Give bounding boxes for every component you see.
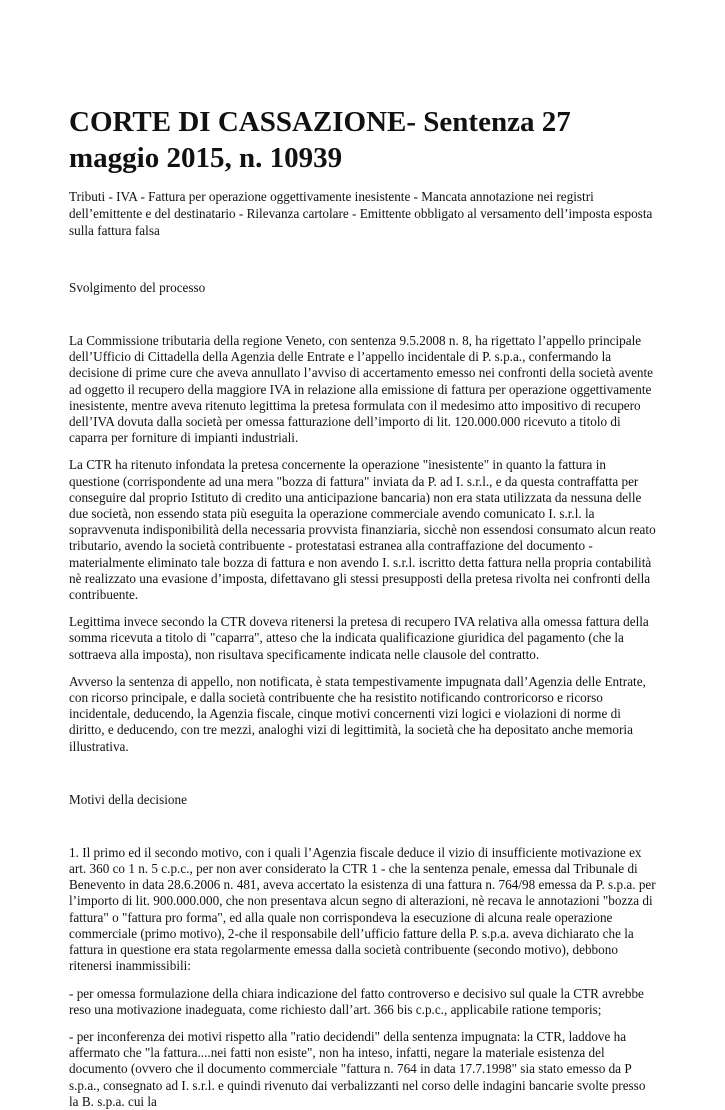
document-title: CORTE DI CASSAZIONE- Sentenza 27 maggio 2015, n. 10939 [69, 106, 571, 174]
paragraph: - per inconferenza dei motivi rispetto alla "ratio decidendi" della sentenza impugnata: la CTR, laddove ha affermato che "la fattura....nei fatti non esiste", non ha inteso, infatti, negare la materiale esistenza del documento (ovvero che il documento commerciale "fattura n. 764 in data 17.7.1998" sia stato emesso da P s.p.a., consegnato ad I. s.r.l. e quindi rivenuto dai verbalizzanti nel corso delle indagini bancarie svolte presso la B. s.p.a. cui la [69, 1028, 646, 1109]
paragraph: - per omessa formulazione della chiara indicazione del fatto controverso e decisivo sul quale la CTR avrebbe reso una motivazione inadeguata, come richiesto dall’art. 366 bis c.p.c., applicabile ratione temporis; [69, 985, 644, 1017]
section-heading-svolgimento: Svolgimento del processo [69, 280, 206, 295]
document-subtitle: Tributi - IVA - Fattura per operazione oggettivamente inesistente - Mancata annotazione nei registri dell’emittente e del destinatario - Rilevanza cartolare - Emittente obbligato al versamento dell’imposta esposta sulla fattura falsa [69, 189, 653, 238]
section-heading-motivi: Motivi della decisione [69, 791, 187, 807]
document-page [69, 104, 657, 1110]
paragraph: Avverso la sentenza di appello, non notificata, è stata tempestivamente impugnata dall’Agenzia delle Entrate, con ricorso principale, e dalla società contribuente che ha resistito notificando controricorso e ricorso incidentale, deducendo, la Agenzia fiscale, cinque motivi concernenti vizi logici e violazioni di norme di diritto, e deducendo, con tre mezzi, analoghi vizi di legittimità, la società che ha depositato anche memoria illustrativa. [69, 673, 646, 754]
paragraph: Legittima invece secondo la CTR doveva ritenersi la pretesa di recupero IVA relativa alla omessa fattura della somma ricevuta a titolo di "caparra", atteso che la indicata qualificazione giuridica del pagamento (che la sottraeva alla imposta), non risultava specificamente indicata nelle clausole del contratto. [69, 614, 649, 662]
paragraph: 1. Il primo ed il secondo motivo, con i quali l’Agenzia fiscale deduce il vizio di insufficiente motivazione ex art. 360 co 1 n. 5 c.p.c., per non aver considerato la CTR 1 - che la sentenza penale, emessa dal Tribunale di Benevento in data 28.6.2006 n. 481, aveva accertato la esistenza di una fattura n. 764/98 emessa da P. s.p.a. per l’importo di lit. 900.000.000, che non presentava alcun segno di alterazioni, nè recava le annotazioni "bozza di fattura" o "fattura pro forma", ed alla quale non corrispondeva la esecuzione di alcuna reale operazione commerciale (primo motivo), 2-che il responsabile dell’ufficio fatture della P. s.p.a. aveva dichiarato che la fattura in questione era stata regolarmente emessa dalla società contribuente (secondo motivo), debbono ritenersi inammissibili: [69, 844, 656, 974]
paragraph: La Commissione tributaria della regione Veneto, con sentenza 9.5.2008 n. 8, ha rigettato l’appello principale dell’Ufficio di Cittadella della Agenzia delle Entrate e l’appello incidentale di P. s.p.a., confermando la decisione di prime cure che aveva annullato l’avviso di accertamento emesso nei confronti della società avente ad oggetto il recupero della maggiore IVA in relazione alla emissione di fattura per operazione oggettivamente inesistente, mentre aveva ritenuto legittima la pretesa formulata con il medesimo atto impositivo di recupero dell’IVA dovuta dalla società per omessa fatturazione dell’importo di lit. 120.000.000 ricevuto a titolo di caparra per forniture di impianti industriali. [69, 333, 654, 446]
paragraph: La CTR ha ritenuto infondata la pretesa concernente la operazione "inesistente" in quanto la fattura in questione (corrispondente ad una mera "bozza di fattura" inviata da P. ad I. s.r.l., e da questa contraffatta per conseguire dal proprio Istituto di credito una anticipazione bancaria) non era stata utilizzata da nessuna delle due società, non essendo stata più eseguita la operazione commerciale avendo comunicato I. s.r.l. la sopravvenuta indisponibilità della necessaria provvista finanziaria, sicchè non essendosi consumato alcun reato tributario, avendo la società contribuente - protestatasi estranea alla contraffazione del documento - materialmente eliminato tale bozza di fattura e non avendo I. s.r.l. iscritto detta fattura nella propria contabilità nè realizzato una evasione d’imposta, difettavano gli stessi presupposti della pretesa rivolta nei confronti della contribuente. [69, 457, 656, 603]
